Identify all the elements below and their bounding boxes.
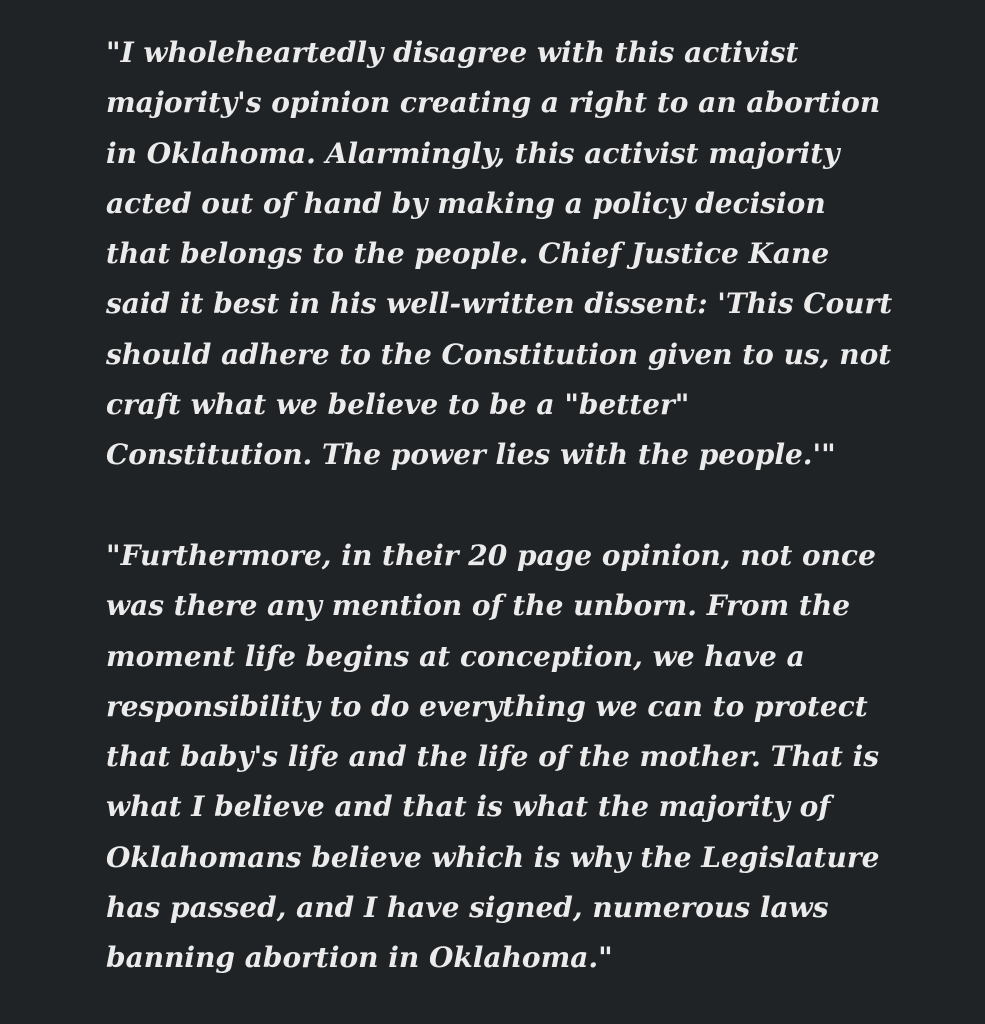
text-line: what I believe and that is what the majority of <box>106 790 831 824</box>
paragraph-2 <box>106 531 906 984</box>
text-line: said it best in his well-written dissent: 'This Court <box>106 287 893 321</box>
text-line: has passed, and I have signed, numerous laws <box>106 891 829 925</box>
text-line: Constitution. The power lies with the people.'" <box>106 438 836 472</box>
text-line: craft what we believe to be a "better" <box>106 388 690 422</box>
paragraph-spacer <box>106 481 906 531</box>
text-line: in Oklahoma. Alarmingly, this activist majority <box>106 136 840 170</box>
text-line: "Furthermore, in their 20 page opinion, not once <box>106 538 876 572</box>
text-line: responsibility to do everything we can to protect <box>106 689 868 723</box>
text-line: that belongs to the people. Chief Justice Kane <box>106 237 830 271</box>
statement-text <box>106 28 906 984</box>
text-line: majority's opinion creating a right to an abortion <box>106 86 881 120</box>
text-line: should adhere to the Constitution given to us, not <box>106 337 892 371</box>
text-line: that baby's life and the life of the mother. That is <box>106 740 880 774</box>
paragraph-1 <box>106 28 906 481</box>
text-line: was there any mention of the unborn. From the <box>106 589 851 623</box>
text-line: "I wholeheartedly disagree with this activist <box>106 36 799 69</box>
text-line: acted out of hand by making a policy decision <box>106 186 826 220</box>
text-line: moment life begins at conception, we have a <box>106 639 805 673</box>
text-line: banning abortion in Oklahoma." <box>106 941 613 975</box>
text-line: Oklahomans believe which is why the Legislature <box>106 840 880 874</box>
